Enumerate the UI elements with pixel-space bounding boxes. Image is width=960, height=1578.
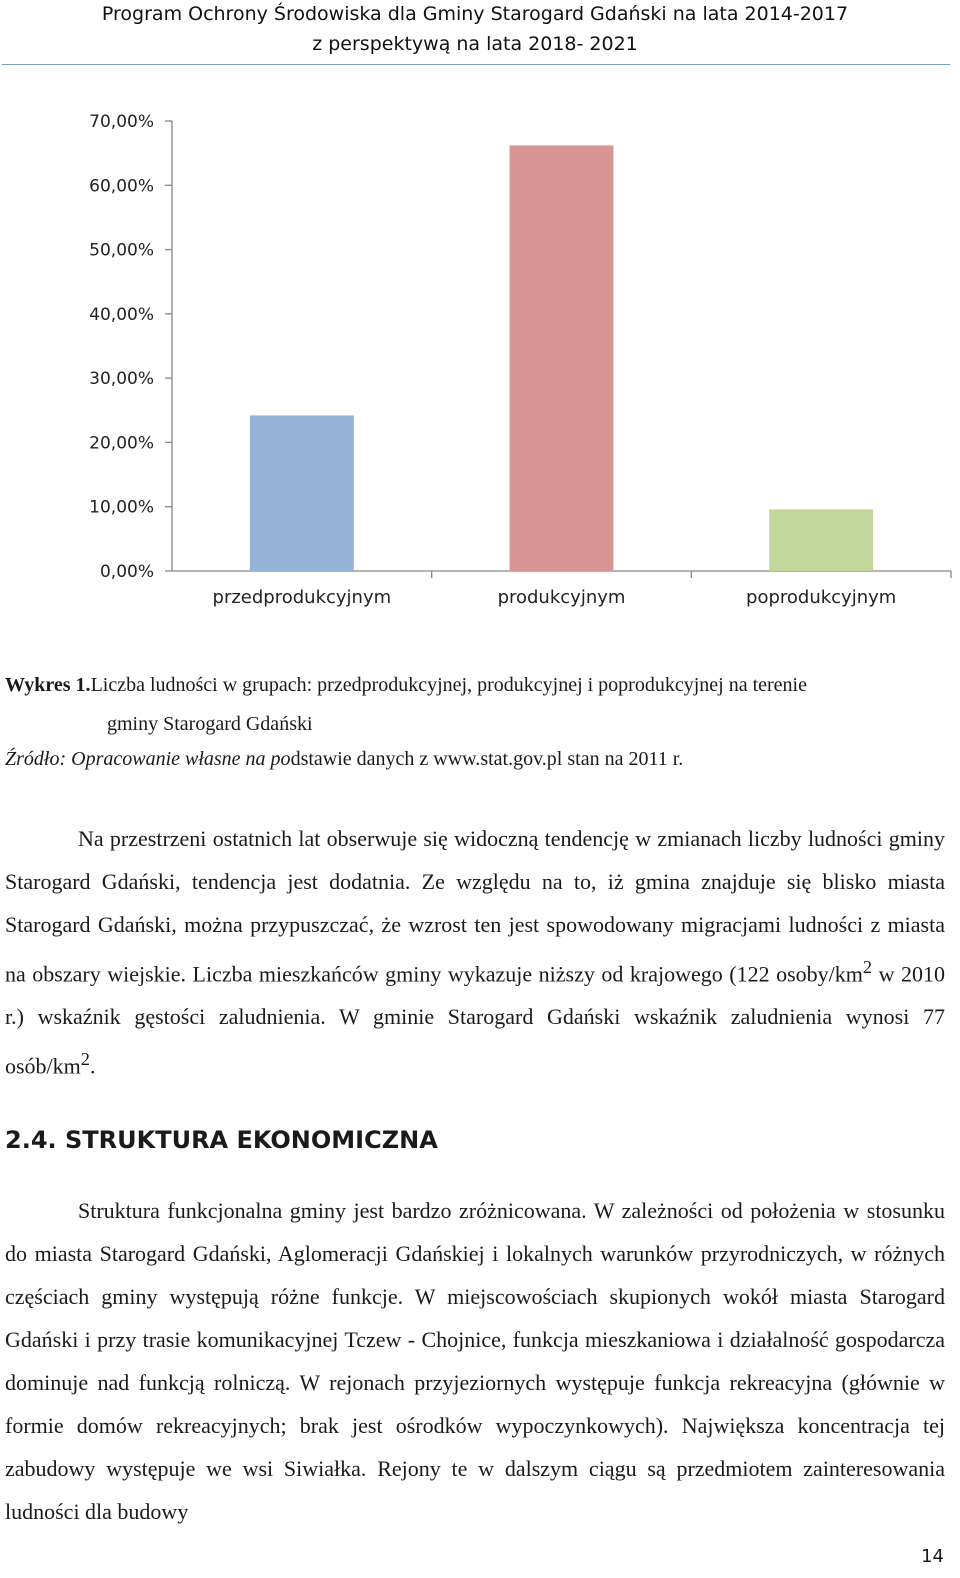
x-tick-label: poprodukcyjnym (746, 587, 897, 608)
chart-source (5, 745, 683, 773)
header-title-line1: Program Ochrony Środowiska dla Gminy Starogard Gdański na lata 2014-2017 (101, 3, 849, 25)
y-tick-label: 10,00% (89, 497, 154, 518)
paragraph-population-b: w 2010 r.) wskaźnik gęstości zaludnienia. W gminie Starogard Gdański wskaźnik zaludnienia wynosi 77 osób/km (5, 961, 946, 1079)
caption-text-1: Liczba ludności w grupach: przedprodukcyjnej, produkcyjnej i poprodukcyjnej na terenie (90, 674, 807, 696)
bar-produkcyjnym (510, 145, 614, 571)
paragraph-economy (5, 1189, 945, 1533)
superscript-2: 2 (80, 1049, 90, 1070)
superscript-1: 2 (862, 957, 873, 977)
x-tick-label: przedprodukcyjnym (212, 587, 392, 608)
y-tick-label: 70,00% (89, 112, 154, 132)
y-tick-label: 60,00% (89, 176, 154, 197)
population-bar-chart (0, 95, 960, 620)
bars (250, 145, 873, 571)
header-title-line2: z perspektywą na lata 2018- 2021 (312, 33, 638, 55)
paragraph-population-c: . (89, 1053, 96, 1079)
y-axis (89, 112, 172, 582)
y-tick-label: 50,00% (89, 240, 154, 261)
source-italic: Źródło: Opracowanie własne na po (5, 748, 291, 770)
caption-label: Wykres 1. (5, 674, 91, 696)
paragraph-population (5, 817, 945, 1088)
bar-przedprodukcyjnym (250, 415, 354, 571)
x-axis (172, 571, 951, 608)
source-rest: dstawie danych z www.stat.gov.pl stan na 2011 r. (290, 748, 684, 770)
bar-poprodukcyjnym (769, 509, 873, 571)
chart-caption (5, 666, 950, 744)
y-tick-label: 20,00% (89, 433, 154, 454)
x-tick-label: produkcyjnym (497, 587, 626, 608)
paragraph-population-a: Na przestrzeni ostatnich lat obserwuje się widoczną tendencję w zmianach liczby ludności gminy Starogard Gdański, tendencja jest dodatnia. Ze względu na to, iż gmina znajduje się blisko miasta Starogard Gdański, można przypuszczać, że wzrost ten jest spowodowany migracjami ludności z miasta na obszary wiejskie. Liczba mieszkańców gminy wykazuje niższy od krajowego (122 osoby/km (5, 826, 945, 987)
page-header (0, 0, 960, 66)
page-number: 14 (921, 1546, 944, 1567)
header-divider (2, 64, 950, 65)
paragraph-economy-text: Struktura funkcjonalna gminy jest bardzo zróżnicowana. W zależności od położenia w stosunku do miasta Starogard Gdański, Aglomeracji Gdańskiej i lokalnych warunków przyrodniczych, w różnych częściach gminy występują różne funkcje. W miejscowościach skupionych wokół miasta Starogard Gdański i przy trasie komunikacyjnej Tczew - Chojnice, funkcja mieszkaniowa i działalność gospodarcza dominuje nad funkcją rolniczą. W rejonach przyjeziornych występuje funkcja rekreacyjna (głównie w formie domów rekreacyjnych; brak jest ośrodków wypoczynkowych). Największa koncentracja tej zabudowy występuje we wsi Siwiałka. Rejony te w dalszym ciągu są przedmiotem zainteresowania ludności dla budowy (5, 1198, 945, 1524)
y-tick-label: 30,00% (89, 369, 154, 390)
y-tick-label: 0,00% (99, 562, 154, 582)
y-tick-label: 40,00% (89, 304, 154, 325)
caption-text-2: gminy Starogard Gdański (107, 713, 313, 735)
section-heading: 2.4. STRUKTURA EKONOMICZNA (5, 1126, 438, 1154)
